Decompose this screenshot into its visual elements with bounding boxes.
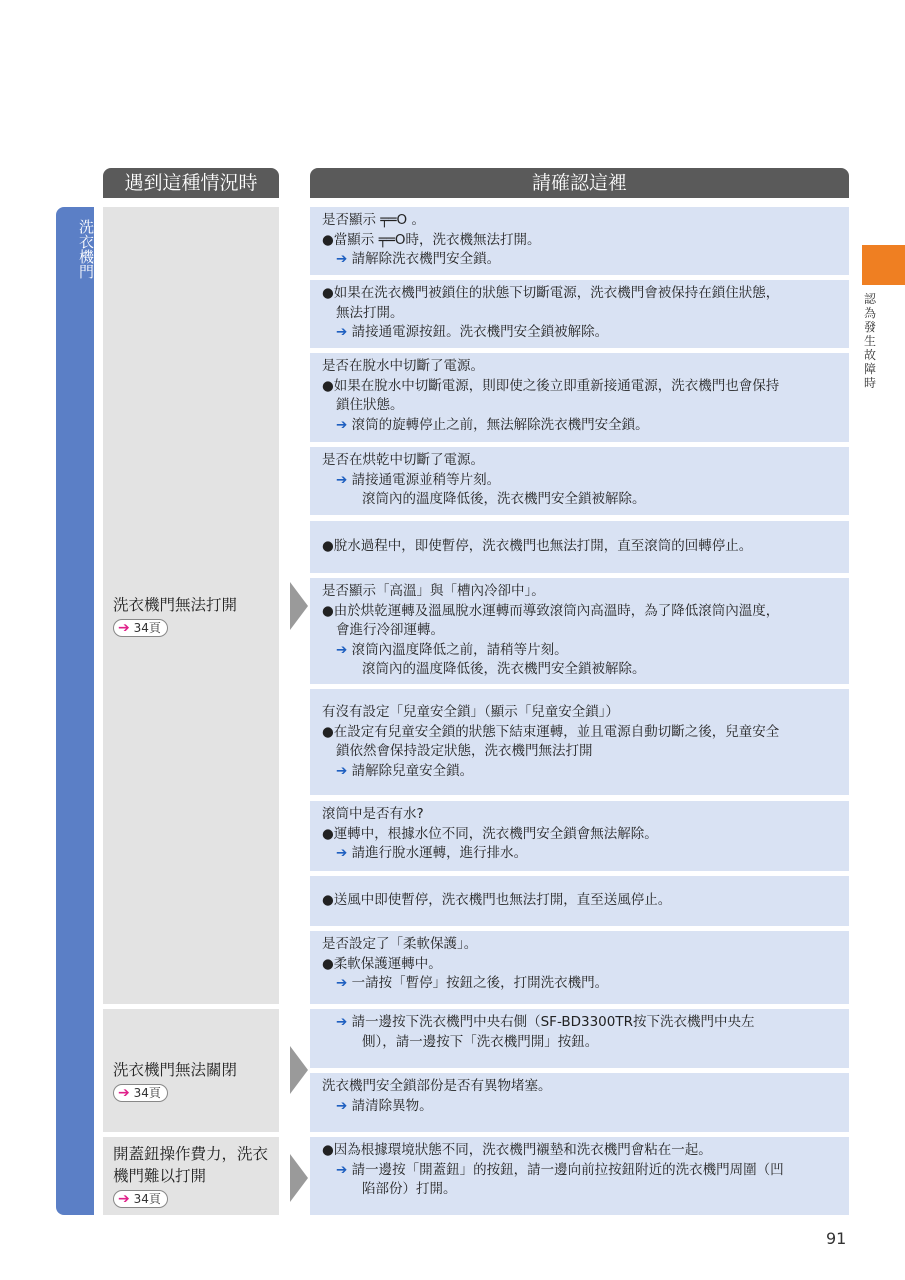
check-line: ●送風中即使暫停，洗衣機門也無法打開，直至送風停止。	[322, 892, 672, 908]
check-line: ➔ 請清除異物。	[336, 1097, 433, 1114]
arrow-right-icon: ➔	[336, 1014, 348, 1030]
check-line: 是否設定了「柔軟保護」。	[322, 936, 478, 952]
check-item-press-door-center	[310, 1009, 849, 1068]
check-line: 洗衣機門安全鎖部份是否有異物堵塞。	[322, 1078, 552, 1094]
check-line: 是否在烘乾中切斷了電源。	[322, 452, 484, 468]
arrow-right-icon: ➔	[336, 1161, 348, 1178]
check-item-water-in-drum	[310, 801, 849, 871]
arrow-triangle-icon	[290, 582, 308, 630]
check-line: ●如果在脫水中切斷電源，則即使之後立即重新接通電源，洗衣機門也會保持	[322, 377, 780, 394]
check-item-power-cut-spin	[310, 353, 849, 442]
check-line: 側），請一邊按下「洗衣機門開」按鈕。	[362, 1033, 599, 1050]
check-line: 是否顯示「高溫」與「槽內冷卻中」。	[322, 583, 545, 599]
check-line: ●由於烘乾運轉及溫風脫水運轉而導致滾筒內高溫時，為了降低滾筒內溫度，	[322, 602, 780, 619]
check-line: 滾筒內的溫度降低後，洗衣機門安全鎖被解除。	[362, 491, 646, 507]
check-item-spin-pause	[310, 521, 849, 573]
check-line: ➔ 請接通電源並稍等片刻。	[336, 471, 501, 488]
check-item-power-cut-locked	[310, 280, 849, 348]
check-line: ●因為根據環境狀態不同，洗衣機門襯墊和洗衣機門會粘在一起。	[322, 1142, 712, 1158]
arrow-icon: ➔	[118, 1191, 130, 1207]
symptom-door-wont-close	[103, 1009, 279, 1132]
arrow-right-icon: ➔	[336, 324, 348, 340]
page-reference-label: 34頁	[133, 1086, 161, 1100]
check-line: 有沒有設定「兒童安全鎖」（顯示「兒童安全鎖」）	[322, 704, 619, 720]
arrow-right-icon: ➔	[336, 641, 348, 658]
check-line: ➔ 請接通電源按鈕。洗衣機門安全鎖被解除。	[336, 324, 609, 340]
check-line: ➔ 請進行脫水運轉，進行排水。	[336, 845, 528, 861]
check-item-foreign-object	[310, 1073, 849, 1132]
check-item-child-lock	[310, 689, 849, 795]
section-tab-marker	[862, 245, 905, 285]
check-line: ➔ 請解除兒童安全鎖。	[336, 762, 474, 779]
check-line: ➔ 一請按「暫停」按鈕之後，打開洗衣機門。	[336, 975, 609, 991]
arrow-icon: ➔	[118, 1085, 130, 1101]
page-reference[interactable]	[113, 619, 168, 637]
check-line: 陷部份）打開。	[362, 1181, 457, 1197]
check-line: ➔ 請一邊按「開蓋鈕」的按鈕，請一邊向前拉按鈕附近的洗衣機門周圍（凹	[336, 1161, 784, 1178]
arrow-right-icon: ➔	[336, 975, 348, 991]
arrow-right-icon: ➔	[336, 845, 348, 861]
arrow-right-icon: ➔	[336, 1097, 348, 1114]
category-bar	[56, 207, 94, 1215]
check-line: ➔ 滾筒的旋轉停止之前，無法解除洗衣機門安全鎖。	[336, 416, 649, 433]
check-line: ●運轉中，根據水位不同，洗衣機門安全鎖會無法解除。	[322, 825, 658, 842]
check-item-soft-protect	[310, 931, 849, 1004]
header-situation: 遇到這種情況時	[103, 168, 279, 198]
check-line: ➔ 請一邊按下洗衣機門中央右側（SF-BD3300TR按下洗衣機門中央左	[336, 1014, 755, 1030]
symptom-title: 洗衣機門無法關閉	[113, 1061, 238, 1079]
arrow-triangle-icon	[290, 1154, 308, 1202]
symptom-door-wont-open	[103, 207, 279, 1004]
symptom-title: 開蓋鈕操作費力，洗衣機門難以打開	[113, 1145, 269, 1185]
page-reference-label: 34頁	[133, 1192, 161, 1206]
check-line: 會進行冷卻運轉。	[336, 622, 444, 638]
category-label	[56, 219, 94, 279]
arrow-right-icon: ➔	[336, 251, 348, 267]
arrow-right-icon: ➔	[336, 471, 348, 488]
check-line: 無法打開。	[336, 304, 404, 321]
check-line: 是否顯示 ╤═O 。	[322, 212, 425, 228]
arrow-triangle-icon	[290, 1046, 308, 1094]
page-reference-label: 34頁	[133, 621, 161, 635]
check-line: ➔ 滾筒內溫度降低之前，請稍等片刻。	[336, 641, 568, 658]
arrow-right-icon: ➔	[336, 762, 348, 779]
check-line: ●在設定有兒童安全鎖的狀態下結束運轉，並且電源自動切斷之後，兒童安全	[322, 723, 780, 740]
check-item-gasket-stuck	[310, 1137, 849, 1215]
symptom-lid-button-hard	[103, 1137, 279, 1215]
section-tab-label: 認 為 發 生 故 障 時	[864, 292, 877, 390]
check-line: ●當顯示 ╤═O時，洗衣機無法打開。	[322, 231, 541, 248]
symptom-title: 洗衣機門無法打開	[113, 596, 238, 614]
check-line: ●如果在洗衣機門被鎖住的狀態下切斷電源，洗衣機門會被保持在鎖住狀態，	[322, 285, 780, 301]
category-text: 洗衣機門	[77, 219, 95, 279]
check-line: 鎖依然會保持設定狀態，洗衣機門無法打開	[336, 743, 593, 759]
check-line: ●柔軟保護運轉中。	[322, 955, 442, 972]
check-line: ➔ 請解除洗衣機門安全鎖。	[336, 251, 501, 267]
page-reference[interactable]	[113, 1084, 168, 1102]
check-line: 是否在脫水中切斷了電源。	[322, 358, 484, 374]
check-line: 滾筒內的溫度降低後，洗衣機門安全鎖被解除。	[362, 661, 646, 677]
check-item-high-temp	[310, 578, 849, 684]
arrow-icon: ➔	[118, 620, 130, 636]
check-item-lock-icon	[310, 207, 849, 275]
header-check-here: 請確認這裡	[310, 168, 849, 198]
check-line: 滾筒中是否有水?	[322, 806, 424, 822]
check-item-air-dry-pause	[310, 876, 849, 926]
check-line: ●脫水過程中，即使暫停，洗衣機門也無法打開，直至滾筒的回轉停止。	[322, 538, 753, 554]
check-line: 鎖住狀態。	[336, 397, 404, 413]
arrow-right-icon: ➔	[336, 416, 348, 433]
page-number: 91	[826, 1229, 847, 1248]
check-item-power-cut-dry	[310, 447, 849, 515]
page-reference[interactable]	[113, 1190, 168, 1208]
